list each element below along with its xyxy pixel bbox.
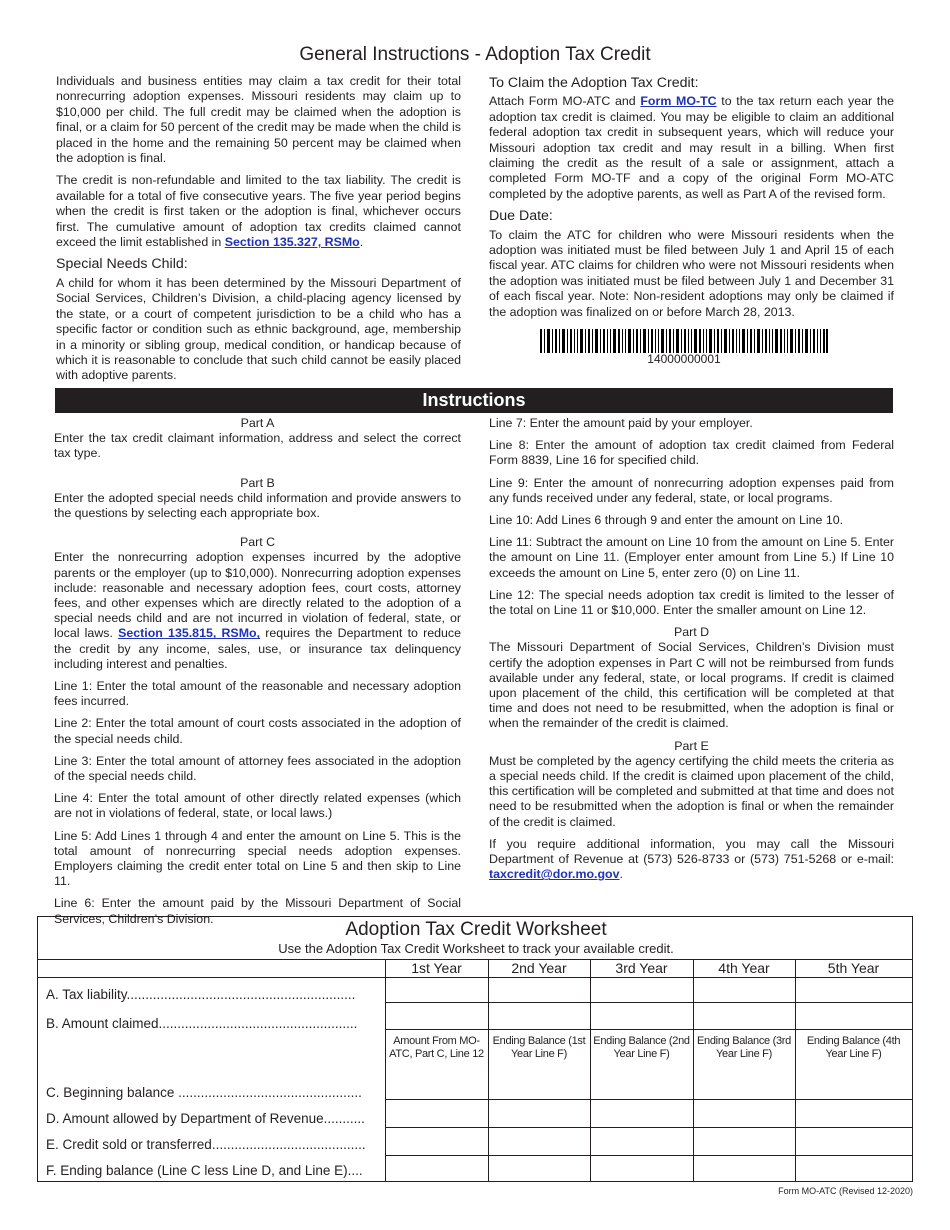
part-b-text: Enter the adopted special needs child information and provide answers to the questions by selecting each appropriate box. bbox=[54, 490, 461, 521]
form-mo-tc-link[interactable]: Form MO-TC bbox=[640, 94, 717, 109]
worksheet-rule bbox=[385, 1155, 912, 1156]
line-5-text: Line 5: Add Lines 1 through 4 and enter the amount on Line 5. This is the total amount of nonrecurring special needs adoption expenses. Employers claiming the credit enter total on Line 5 and then skip to Line 11. bbox=[54, 828, 461, 889]
general-left-column bbox=[56, 74, 461, 391]
worksheet-input-cell[interactable] bbox=[489, 978, 590, 1002]
special-needs-text: A child for whom it has been determined by the Missouri Department of Social Services, Children’s Division, a child-placing agency licensed by the state, or a court of competent jurisdiction to be a child who has a specific factor or condition such as ethnic background, age, membership in a minority or sibling group, medical condition, or handicap because of which it is reasonable to conclude that such child cannot be easily placed with adoptive parents. bbox=[56, 275, 461, 383]
year-3-header: 3rd Year bbox=[615, 960, 668, 976]
part-c-title: Part C bbox=[239, 535, 276, 550]
form-footer: Form MO-ATC (Revised 12-2020) bbox=[778, 1186, 913, 1196]
worksheet-input-cell[interactable] bbox=[386, 978, 488, 1002]
instructions-heading: Instructions bbox=[55, 388, 893, 413]
special-needs-heading: Special Needs Child: bbox=[56, 256, 188, 273]
line-9-text: Line 9: Enter the amount of nonrecurring adoption expenses paid from any funds received under any federal, state, or local programs. bbox=[489, 475, 894, 505]
row-e-label: E. Credit sold or transferred......................................... bbox=[46, 1137, 366, 1152]
claim-text: Attach Form MO-ATC and Form MO-TC to the tax return each year the adoption tax credit is claimed. You may be eligible to claim an additional federal adoption tax credit in subsequent years, which will reduce your Missouri adoption tax credit and may result in a billing. When first claiming the credit as the result of a sale or assignment, attach a completed Form MO-TF and a copy of the original Form MO-ATC completed by the adoptive parents, as well as Part A of the revised form. bbox=[489, 94, 894, 201]
due-date-heading: Due Date: bbox=[489, 208, 553, 225]
part-a-text: Enter the tax credit claimant information, address and select the correct tax type. bbox=[54, 431, 461, 461]
c-note-year-2: Ending Balance (1st Year Line F) bbox=[492, 1035, 586, 1060]
barcode bbox=[540, 329, 828, 353]
line-4-text: Line 4: Enter the total amount of other directly related expenses (which are not in violations of federal, state, or local laws.) bbox=[54, 791, 461, 821]
row-d-label: D. Amount allowed by Department of Revenue........... bbox=[46, 1111, 365, 1126]
worksheet-table bbox=[37, 916, 913, 1182]
line-10-text: Line 10: Add Lines 6 through 9 and enter the amount on Line 10. bbox=[489, 513, 844, 528]
part-c-text: Enter the nonrecurring adoption expenses incurred by the adoptive parents or the employer (up to $10,000). Nonrecurring adoption expenses include: reasonable and necessary adoption fees, court costs, attorney fees, and other expenses which are directly related to the adoption of a special needs child and are not incurred in violation of federal, state, or local laws. Section 135.815, RSMo, requires the Department to reduce the credit by any income, sales, use, or insurance tax delinquency including interest and penalties. bbox=[54, 550, 461, 671]
c-note-year-1: Amount From MO-ATC, Part C, Line 12 bbox=[389, 1035, 484, 1060]
contact-text: If you require additional information, you may call the Missouri Department of Revenue at (573) 526-8733 or (573) 751-5268 or e-mail: taxcredit@dor.mo.gov. bbox=[489, 836, 894, 882]
line-3-text: Line 3: Enter the total amount of attorney fees associated in the adoption of the special needs child. bbox=[54, 753, 461, 784]
worksheet-rule bbox=[385, 1127, 912, 1128]
general-right-column bbox=[489, 74, 894, 327]
instructions-left-column bbox=[54, 416, 461, 934]
intro-paragraph: Individuals and business entities may claim a tax credit for their total nonrecurring adoption expenses. Missouri residents may claim up to $10,000 per child. The full credit may be claimed when the adoption is final, or a claim for 50 percent of the credit may be made when the child is placed in the home and the remaining 50 percent may be claimed when the adoption is final. bbox=[56, 74, 461, 166]
line-11-text: Line 11: Subtract the amount on Line 10 from the amount on Line 5. Enter the amount on Line 11. (Employer enter amount from Line 5.) If Line 10 exceeds the amount on Line 5, enter zero (0) on Line 11. bbox=[489, 535, 894, 580]
worksheet-title: Adoption Tax Credit Worksheet bbox=[345, 919, 607, 940]
c-note-year-3: Ending Balance (2nd Year Line F) bbox=[593, 1035, 690, 1060]
part-e-title: Part E bbox=[674, 738, 709, 753]
limit-paragraph: The credit is non-refundable and limited to the tax liability. The credit is available for a total of five consecutive years. The five year period begins when the credit is first taken or the adoption is final, whichever occurs first. The cumulative amount of adoption tax credits claimed cannot exceed the limit established in Section 135.327, RSMo. bbox=[56, 173, 461, 250]
line-12-text: Line 12: The special needs adoption tax credit is limited to the lesser of the total on Line 11 or $10,000. Enter the smaller amount on Line 12. bbox=[489, 587, 894, 618]
part-e-text: Must be completed by the agency certifying the child meets the criteria as a special needs child. If the credit is claimed upon placement of the child, this certification will be completed and submitted at that time and does not need to be resubmitted when the adoption is final or when the remainder of the credit is claimed. bbox=[489, 753, 894, 829]
worksheet-subtitle: Use the Adoption Tax Credit Worksheet to track your available credit. bbox=[278, 941, 674, 956]
row-a-label: A. Tax liability............................................................. bbox=[46, 987, 356, 1002]
year-4-header: 4th Year bbox=[718, 960, 770, 976]
row-f-label: F. Ending balance (Line C less Line D, and Line E).... bbox=[46, 1163, 363, 1178]
year-5-header: 5th Year bbox=[827, 960, 880, 976]
barcode-number: 14000000001 bbox=[647, 352, 721, 366]
worksheet-rule bbox=[385, 1099, 912, 1100]
claim-heading: To Claim the Adoption Tax Credit: bbox=[489, 75, 699, 91]
email-link[interactable]: taxcredit@dor.mo.gov bbox=[489, 867, 620, 882]
part-a-title: Part A bbox=[240, 416, 275, 430]
line-1-text: Line 1: Enter the total amount of the reasonable and necessary adoption fees incurred. bbox=[54, 679, 461, 709]
c-note-year-4: Ending Balance (3rd Year Line F) bbox=[697, 1035, 791, 1060]
line-8-text: Line 8: Enter the amount of adoption tax credit claimed from Federal Form 8839, Line 16 for specified child. bbox=[489, 438, 894, 468]
worksheet-rule bbox=[385, 1029, 912, 1030]
line-6-text: Line 6: Enter the amount paid by the Missouri Department of Social Services, Children’s Division. bbox=[54, 896, 461, 926]
worksheet-input-cell[interactable] bbox=[796, 978, 912, 1002]
due-date-text: To claim the ATC for children who were Missouri residents when the adoption was initiated must be filed between July 1 and April 15 of each fiscal year. ATC claims for children who were not Missouri residents when the adoption was initiated must be filed between July 1 and December 31 of each fiscal year. Note: Non-resident adoptions may only be claimed if the adoption was finalized on or before March 28, 2013. bbox=[489, 227, 894, 319]
part-b-title: Part B bbox=[240, 475, 275, 490]
page-title: General Instructions - Adoption Tax Credit bbox=[299, 44, 651, 65]
part-d-text: The Missouri Department of Social Services, Children’s Division must certify the adoption expenses in Part C will not be reimbursed from funds available under any federal, state, or local programs. If credit is claimed upon placement of the child, this certification will be completed at that time and does not need to be resubmitted, when the adoption is final or when the remainder of the credit is claimed. bbox=[489, 640, 894, 731]
worksheet-input-cell[interactable] bbox=[489, 1003, 590, 1029]
worksheet-input-cell[interactable] bbox=[796, 1003, 912, 1029]
instructions-right-column bbox=[489, 416, 894, 889]
section-135-327-link[interactable]: Section 135.327, RSMo bbox=[224, 235, 360, 250]
worksheet-input-cell[interactable] bbox=[591, 1003, 693, 1029]
worksheet-input-cell[interactable] bbox=[591, 978, 693, 1002]
worksheet-input-cell[interactable] bbox=[694, 1003, 795, 1029]
line-7-text: Line 7: Enter the amount paid by your employer. bbox=[489, 416, 753, 430]
worksheet-input-cell[interactable] bbox=[386, 1003, 488, 1029]
line-2-text: Line 2: Enter the total amount of court costs associated in the adoption of the special needs child. bbox=[54, 716, 461, 746]
row-b-label: B. Amount claimed..................................................... bbox=[46, 1016, 358, 1031]
part-d-title: Part D bbox=[673, 625, 710, 640]
year-1-header: 1st Year bbox=[411, 960, 462, 976]
row-c-label: C. Beginning balance ................................................. bbox=[46, 1085, 362, 1100]
year-2-header: 2nd Year bbox=[511, 960, 567, 976]
c-note-year-5: Ending Balance (4th Year Line F) bbox=[806, 1035, 901, 1060]
worksheet-input-cell[interactable] bbox=[694, 978, 795, 1002]
section-135-815-link[interactable]: Section 135.815, RSMo, bbox=[118, 626, 261, 641]
